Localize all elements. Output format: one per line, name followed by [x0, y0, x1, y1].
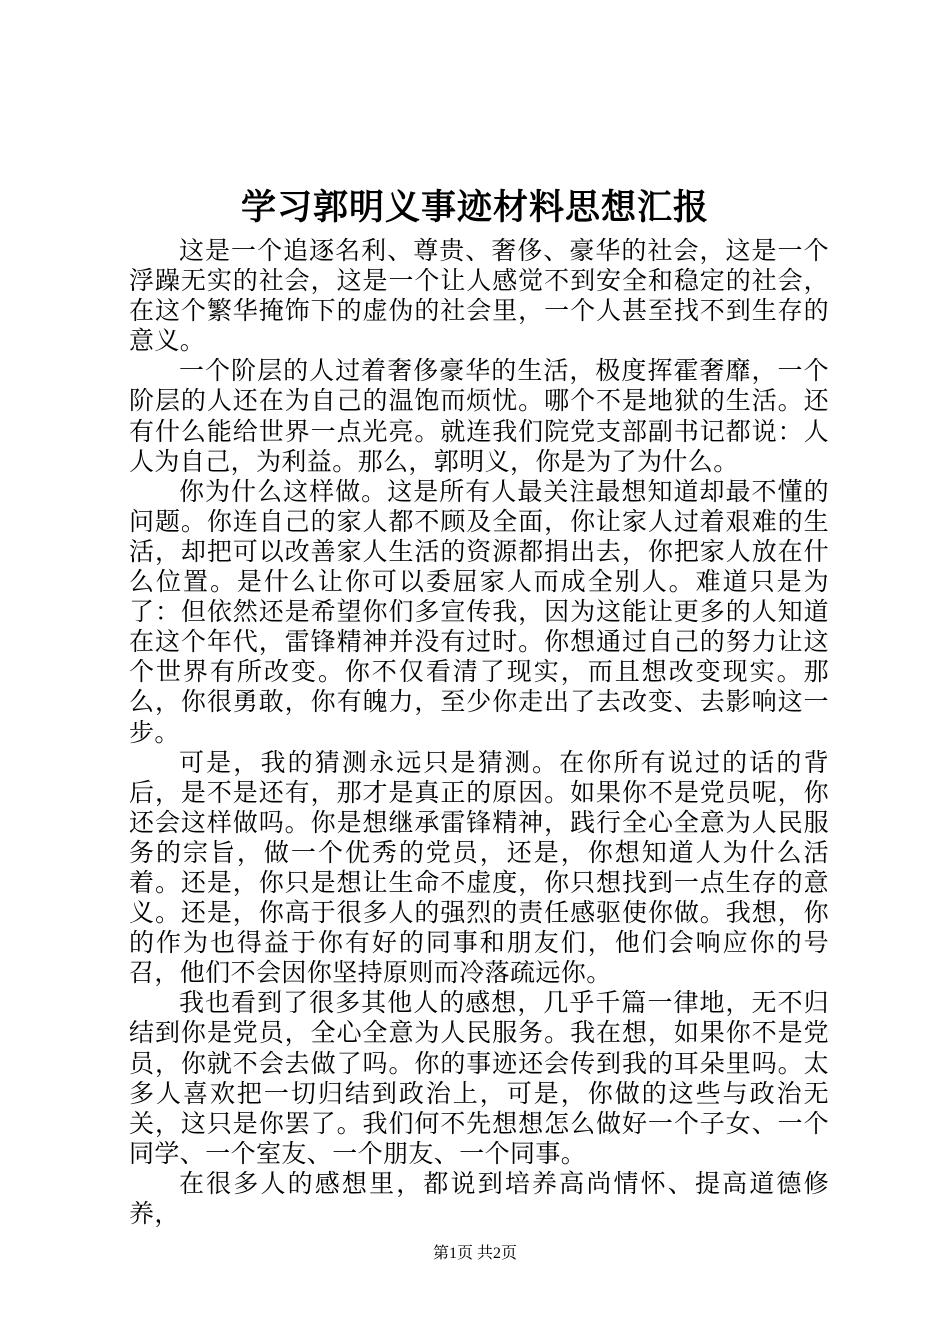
paragraph: 这是一个追逐名利、尊贵、奢侈、豪华的社会，这是一个浮躁无实的社会，这是一个让人感觉不到安全和稳定的社会，在这个繁华掩饰下的虚伪的社会里，一个人甚至找不到生存的意义。 [129, 236, 829, 356]
paragraph: 一个阶层的人过着奢侈豪华的生活，极度挥霍奢靡，一个阶层的人还在为自己的温饱而烦忧。哪个不是地狱的生活。还有什么能给世界一点光亮。就连我们院党支部副书记都说：人人为自己，为利益。那么，郭明义，你是为了为什么。 [129, 356, 829, 476]
page-footer: 第1页 共2页 [432, 1245, 517, 1262]
paragraph: 可是，我的猜测永远只是猜测。在你所有说过的话的背后，是不是还有，那才是真正的原因。如果你不是党员呢，你还会这样做吗。你是想继承雷锋精神，践行全心全意为人民服务的宗旨，做一个优秀的党员，还是，你想知道人为什么活着。还是，你只是想让生命不虚度，你只想找到一点生存的意义。还是，你高于很多人的强烈的责任感驱使你做。我想，你的作为也得益于你有好的同事和朋友们，他们会响应你的号召，他们不会因你坚持原则而冷落疏远你。 [129, 747, 829, 988]
paragraph: 我也看到了很多其他人的感想，几乎千篇一律地，无不归结到你是党员，全心全意为人民服务。我在想，如果你不是党员，你就不会去做了吗。你的事迹还会传到我的耳朵里吗。太多人喜欢把一切归结到政治上，可是，你做的这些与政治无关，这只是你罢了。我们何不先想想怎么做好一个子女、一个同学、一个室友、一个朋友、一个同事。 [129, 988, 829, 1168]
paragraph: 你为什么这样做。这是所有人最关注最想知道却最不懂的问题。你连自己的家人都不顾及全面，你让家人过着艰难的生活，却把可以改善家人生活的资源都捐出去，你把家人放在什么位置。是什么让你可以委屈家人而成全别人。难道只是为了：但依然还是希望你们多宣传我，因为这能让更多的人知道在这个年代，雷锋精神并没有过时。你想通过自己的努力让这个世界有所改变。你不仅看清了现实，而且想改变现实。那么，你很勇敢，你有魄力，至少你走出了去改变、去影响这一步。 [129, 476, 829, 747]
document-body [129, 236, 829, 1229]
document-title: 学习郭明义事迹材料思想汇报 [240, 188, 709, 228]
paragraph: 在很多人的感想里，都说到培养高尚情怀、提高道德修养， [129, 1168, 829, 1228]
